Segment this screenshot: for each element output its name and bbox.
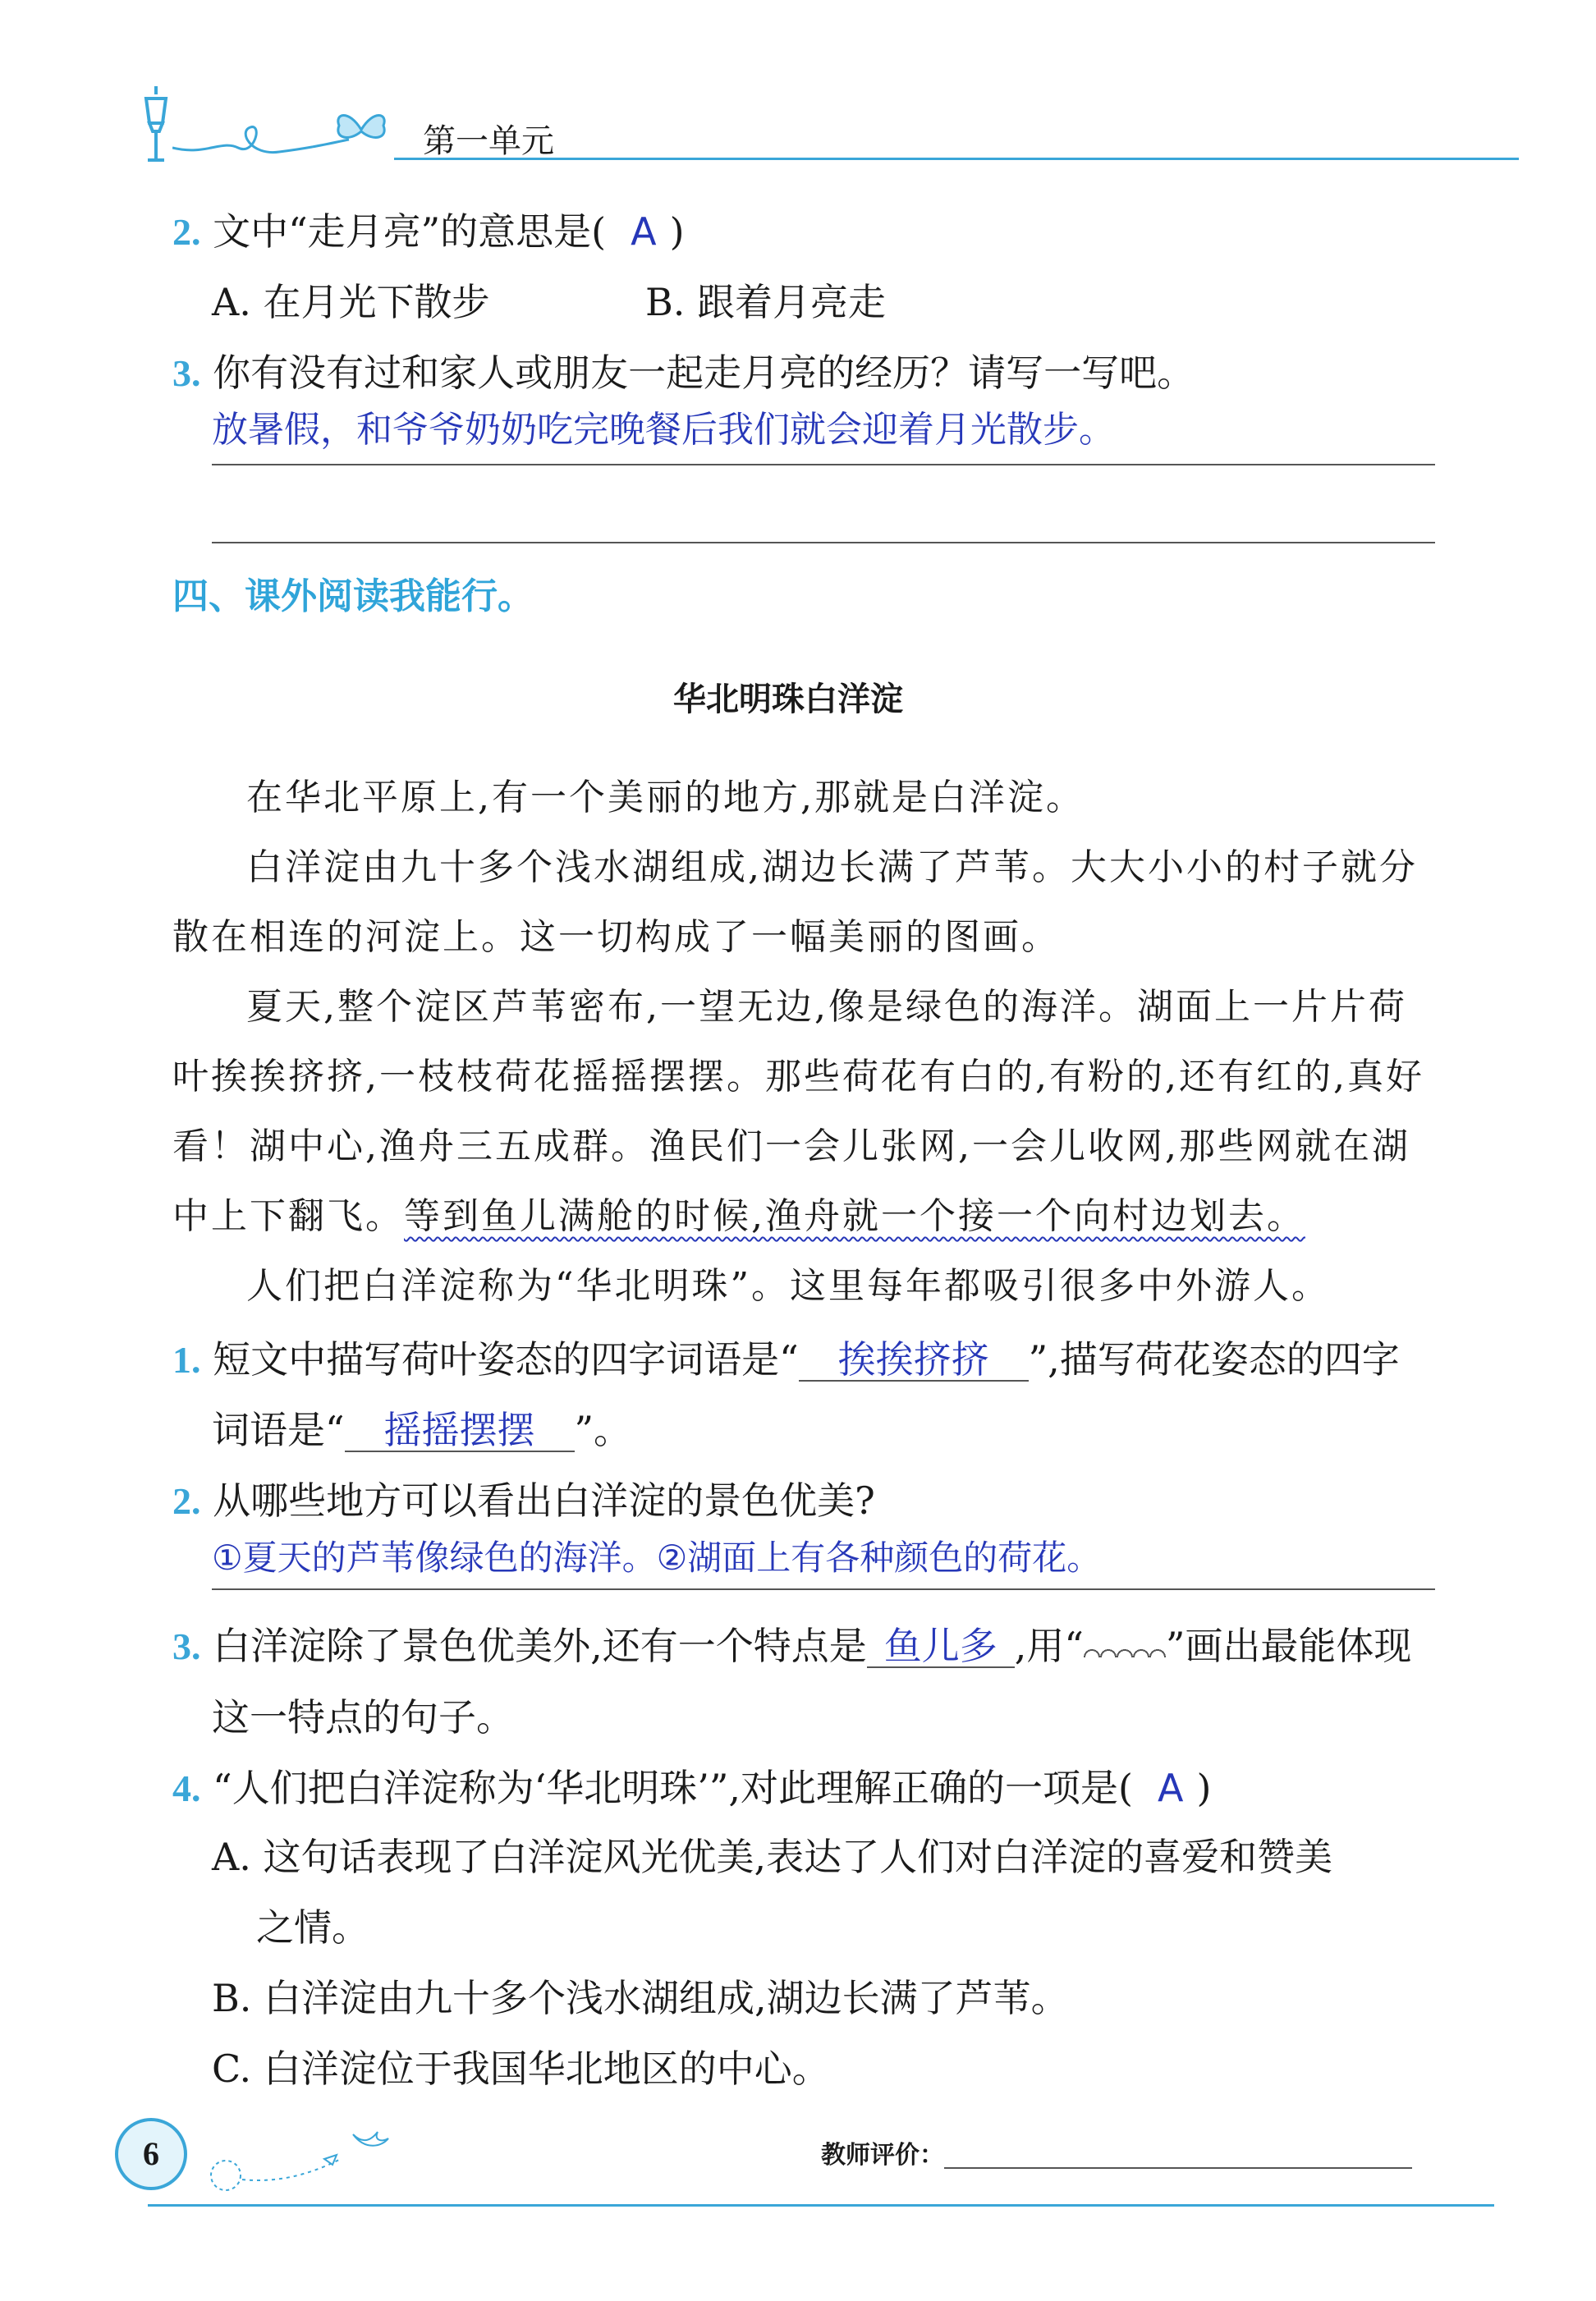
question-1-line-1 xyxy=(172,1335,1400,1385)
question-3-line-1 xyxy=(172,1621,1411,1671)
question-paren-close: ) xyxy=(669,209,685,254)
option-b: B. 跟着月亮走 xyxy=(645,280,887,324)
teacher-evaluation xyxy=(821,2134,944,2170)
answer-line xyxy=(212,1588,1435,1590)
header-rule xyxy=(394,158,1519,160)
article-title: 华北明珠白洋淀 xyxy=(673,681,903,718)
fill-in-answer: 挨挨挤挤 xyxy=(799,1339,1029,1382)
question-text: ,用“ xyxy=(1014,1624,1084,1668)
teacher-eval-label: 教师评价： xyxy=(821,2141,944,2170)
butterfly-icon xyxy=(332,105,390,154)
article-line: 看！湖中心,渔舟三五成群。渔民们一会儿张网,一会儿收网,那些网就在湖 xyxy=(172,1125,1410,1167)
swirl-line-decoration xyxy=(172,107,353,164)
header xyxy=(0,0,1596,164)
question-3-stem xyxy=(172,348,1195,398)
option-c: C. 白洋淀位于我国华北地区的中心。 xyxy=(212,2047,830,2091)
question-number: 3. xyxy=(172,352,201,394)
wavy-underlined-sentence: 等到鱼儿满舱的时候,渔舟就一个接一个向村边划去。 xyxy=(404,1195,1305,1237)
unit-title: 第一单元 xyxy=(423,122,554,160)
fill-in-answer: 鱼儿多 xyxy=(867,1625,1015,1668)
question-4-stem xyxy=(172,1763,1211,1813)
question-2-stem xyxy=(172,207,685,257)
question-text: 文中“走月亮”的意思是( xyxy=(213,209,607,254)
option-b: B. 白洋淀由九十多个浅水湖组成,湖边长满了芦苇。 xyxy=(212,1976,1069,2020)
question-number: 1. xyxy=(172,1339,201,1381)
question-2-stem xyxy=(172,1476,875,1526)
dotted-bird-decoration xyxy=(201,2114,398,2204)
question-paren-close: ) xyxy=(1196,1766,1212,1810)
answer-line xyxy=(212,464,1435,465)
question-number: 2. xyxy=(172,211,201,253)
page-number-text: 6 xyxy=(143,2135,159,2172)
article-line: 人们把白洋淀称为“华北明珠”。这里每年都吸引很多中外游人。 xyxy=(246,1265,1330,1307)
question-number: 3. xyxy=(172,1625,201,1667)
written-answer: ①夏天的芦苇像绿色的海洋。②湖面上有各种颜色的荷花。 xyxy=(212,1538,1102,1578)
question-text: ”,描写荷花姿态的四字 xyxy=(1028,1337,1400,1382)
written-answer: 放暑假，和爷爷奶奶吃完晚餐后我们就会迎着月光散步。 xyxy=(212,409,1115,451)
question-3-line-2: 这一特点的句子。 xyxy=(212,1695,514,1740)
question-text: ”。 xyxy=(574,1408,632,1452)
question-text: 从哪些地方可以看出白洋淀的景色优美? xyxy=(213,1478,875,1523)
article-line: 散在相连的河淀上。这一切构成了一幅美丽的图画。 xyxy=(172,916,1060,958)
wavy-line-symbol xyxy=(1084,1641,1166,1657)
answer-choice: A xyxy=(631,209,657,254)
article-line: 在华北平原上,有一个美丽的地方,那就是白洋淀。 xyxy=(246,777,1085,818)
option-a: A. 在月光下散步 xyxy=(212,280,490,324)
article-line xyxy=(172,1192,1305,1241)
question-text: 你有没有过和家人或朋友一起走月亮的经历？请写一写吧。 xyxy=(213,351,1195,395)
question-text: 白洋淀除了景色优美外,还有一个特点是 xyxy=(213,1624,867,1668)
option-a: A. 这句话表现了白洋淀风光优美,表达了人们对白洋淀的喜爱和赞美 xyxy=(212,1835,1333,1879)
question-number: 4. xyxy=(172,1767,201,1809)
article-line: 夏天,整个淀区芦苇密布,一望无边,像是绿色的海洋。湖面上一片片荷 xyxy=(246,986,1407,1028)
fill-in-answer: 摇摇摆摆 xyxy=(345,1409,575,1452)
answer-line xyxy=(212,542,1435,543)
question-text: ”画出最能体现 xyxy=(1165,1624,1412,1668)
question-text: “人们把白洋淀称为‘华北明珠’”,对此理解正确的一项是( xyxy=(213,1766,1133,1810)
question-1-line-2 xyxy=(212,1405,631,1455)
question-number: 2. xyxy=(172,1480,201,1522)
teacher-eval-line xyxy=(944,2167,1412,2169)
article-line: 白洋淀由九十多个浅水湖组成,湖边长满了芦苇。大大小小的村子就分 xyxy=(246,846,1418,888)
question-text: 短文中描写荷叶姿态的四字词语是“ xyxy=(213,1337,799,1382)
article-line: 叶挨挨挤挤,一枝枝荷花摇摇摆摆。那些荷花有白的,有粉的,还有红的,真好 xyxy=(172,1056,1424,1098)
section-heading: 四、课外阅读我能行。 xyxy=(172,575,534,617)
footer-rule xyxy=(148,2204,1494,2207)
page-number xyxy=(115,2118,187,2190)
article-text: 中上下翻飞。 xyxy=(172,1195,404,1237)
question-text: 词语是“ xyxy=(212,1408,345,1452)
answer-choice: A xyxy=(1157,1766,1184,1810)
option-a-continued: 之情。 xyxy=(256,1905,369,1950)
